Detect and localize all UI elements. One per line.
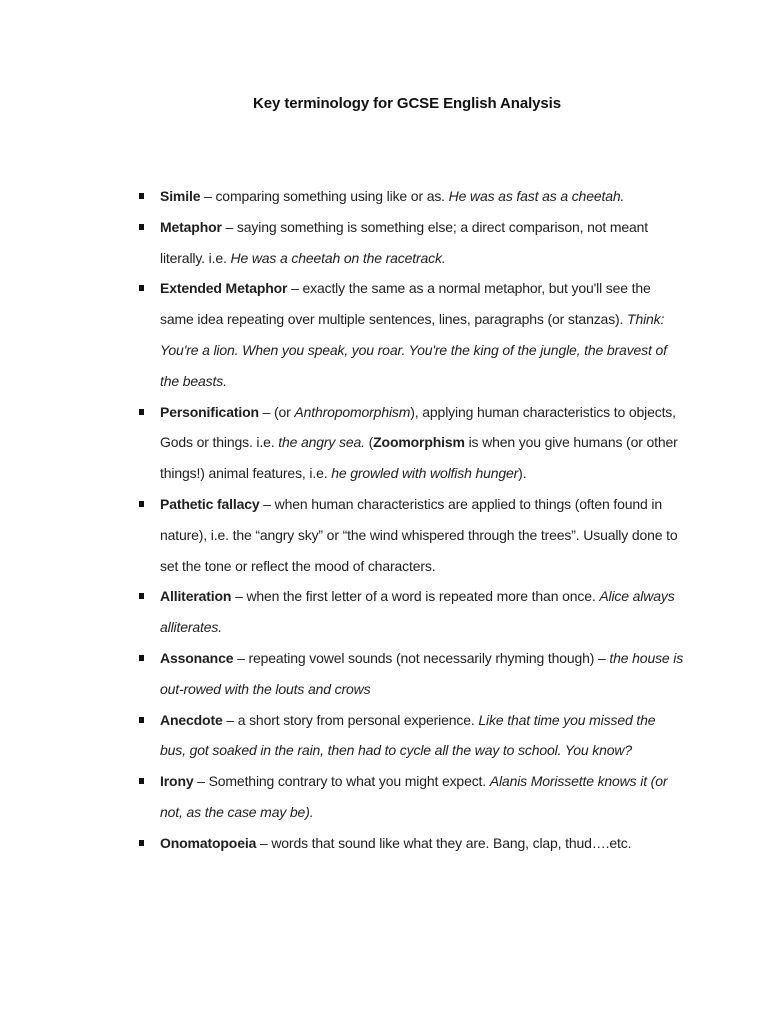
- black-square-bullet-icon: [139, 593, 144, 599]
- term-alliteration: [160, 581, 684, 643]
- terminology-list: [160, 181, 684, 859]
- term-label: Anecdote: [160, 711, 223, 728]
- black-square-bullet-icon: [139, 655, 144, 661]
- term-definition: ).: [518, 465, 527, 482]
- black-square-bullet-icon: [139, 285, 144, 291]
- term-label: Metaphor: [160, 218, 222, 235]
- term-definition: – repeating vowel sounds (not necessarily rhyming though) –: [233, 649, 610, 666]
- term-pathetic-fallacy: [160, 489, 684, 581]
- term-label: Pathetic fallacy: [160, 495, 260, 512]
- term-example: Alice always alliterates.: [160, 588, 675, 636]
- term-example: Like that time you missed the bus, got soaked in the rain, then had to cycle all the way to school. You know?: [160, 711, 656, 759]
- term-metaphor: [160, 212, 684, 274]
- term-example: the house is out-rowed with the louts and crows: [160, 649, 684, 697]
- term-label: Alliteration: [160, 588, 232, 605]
- black-square-bullet-icon: [139, 409, 144, 415]
- term-definition: – saying something is something else; a direct comparison, not meant literally. i.e.: [160, 218, 649, 266]
- term-extended-metaphor: [160, 273, 684, 396]
- document-title: Key terminology for GCSE English Analysis: [253, 95, 561, 112]
- term-label: Onomatopoeia: [160, 834, 257, 851]
- term-example: Think: You're a lion. When you speak, you roar. You're the king of the jungle, the bravest of the beasts.: [160, 311, 667, 389]
- term-definition: – words that sound like what they are. Bang, clap, thud….etc.: [256, 834, 632, 851]
- term-onomatopoeia: [160, 828, 684, 859]
- term-label: Extended Metaphor: [160, 280, 288, 297]
- term-example: He was as fast as a cheetah.: [448, 188, 625, 204]
- black-square-bullet-icon: [139, 778, 144, 784]
- term-example: he growled with wolfish hunger: [331, 465, 519, 482]
- term-definition: (: [364, 434, 374, 451]
- term-definition: – exactly the same as a normal metaphor, but you'll see the same idea repeating over multiple sentences, lines, paragraphs (or stanzas).: [160, 280, 651, 328]
- term-definition: – (or: [258, 403, 295, 420]
- term-definition: – comparing something using like or as.: [200, 188, 449, 204]
- term-label: Irony: [160, 773, 194, 790]
- term-label: Assonance: [160, 649, 234, 666]
- term-definition: – Something contrary to what you might expect.: [193, 773, 490, 790]
- term-label: Personification: [160, 403, 259, 420]
- term-example: the angry sea.: [278, 434, 365, 451]
- term-example: Alanis Morissette knows it (or not, as the case may be).: [160, 773, 668, 820]
- term-irony: [160, 766, 684, 828]
- term-label: Zoomorphism: [373, 434, 465, 451]
- black-square-bullet-icon: [139, 224, 144, 230]
- term-definition: – when the first letter of a word is repeated more than once.: [231, 588, 600, 605]
- term-definition: – when human characteristics are applied to things (often found in nature), i.e. the “angry sky” or “the wind whispered through the trees”. Usually done to set the tone or reflect the mood of characters.: [160, 495, 678, 574]
- term-example: He was a cheetah on the racetrack.: [230, 249, 446, 266]
- term-assonance: [160, 643, 684, 705]
- term-definition: ), applying human characteristics to objects, Gods or things. i.e.: [160, 403, 676, 451]
- term-anecdote: [160, 705, 684, 767]
- term-definition: – a short story from personal experience.: [222, 711, 479, 728]
- black-square-bullet-icon: [139, 717, 144, 723]
- term-definition: is when you give humans (or other things!) animal features, i.e.: [160, 434, 678, 482]
- black-square-bullet-icon: [139, 193, 144, 199]
- term-simile: [160, 181, 684, 212]
- term-label: Simile: [160, 188, 201, 204]
- black-square-bullet-icon: [139, 501, 144, 507]
- term-example: Anthropomorphism: [294, 403, 411, 420]
- black-square-bullet-icon: [139, 840, 144, 846]
- term-personification: [160, 397, 684, 489]
